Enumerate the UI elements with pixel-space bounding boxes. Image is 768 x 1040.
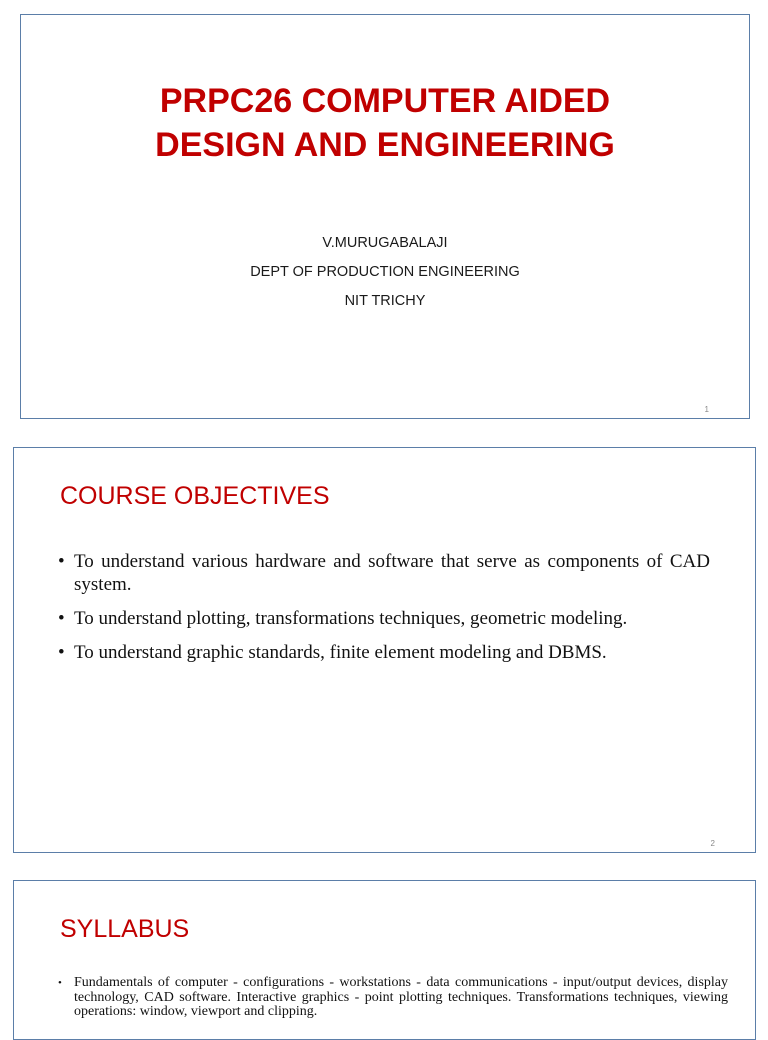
- title-slide: [20, 14, 750, 419]
- slide-heading: SYLLABUS: [60, 915, 190, 943]
- course-title: [21, 79, 749, 167]
- objectives-list: [58, 550, 710, 675]
- slide-heading: COURSE OBJECTIVES: [60, 482, 330, 510]
- list-item: • To understand graphic standards, finite element modeling and DBMS.: [58, 641, 710, 664]
- list-item: • Fundamentals of computer - configurations - workstations - data communications - input/output devices, display technology, CAD software. Interactive graphics - point plotting techniques. Transformations techniques, viewing operations: window, viewport and clipping.: [58, 976, 728, 1020]
- list-item: • To understand plotting, transformations techniques, geometric modeling.: [58, 607, 710, 630]
- objectives-slide: [13, 447, 756, 853]
- slide-number: 2: [710, 839, 715, 848]
- author-name: V.MURUGABALAJI: [322, 235, 448, 251]
- syllabus-slide: [13, 880, 756, 1040]
- course-title-line-1: PRPC26 COMPUTER AIDED: [159, 82, 611, 120]
- author-institute: NIT TRICHY: [344, 293, 426, 309]
- list-item: • To understand various hardware and software that serve as components of CAD system.: [58, 550, 710, 596]
- slide-number: 1: [704, 405, 709, 414]
- author-department: DEPT OF PRODUCTION ENGINEERING: [250, 264, 520, 280]
- course-title-line-2: DESIGN AND ENGINEERING: [155, 126, 615, 164]
- author-block: [21, 229, 749, 316]
- syllabus-list: [58, 976, 728, 1020]
